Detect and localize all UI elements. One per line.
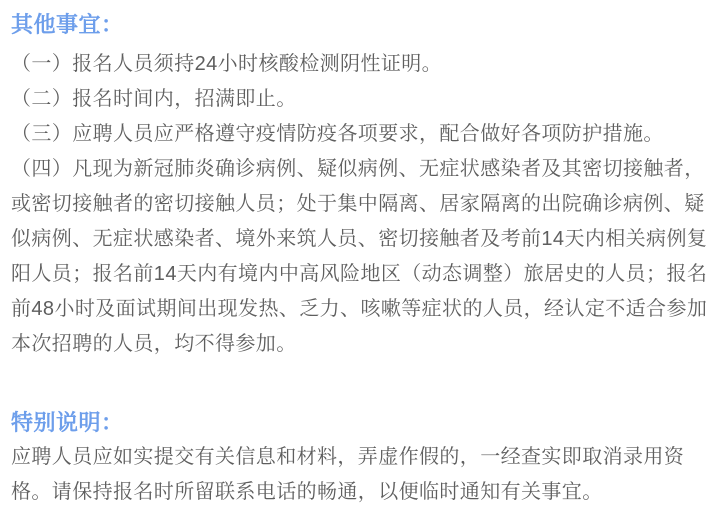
special-notes-paragraph [11,440,709,510]
item-4-line-5: 前48小时及面试期间出现发热、乏力、咳嗽等症状的人员，经认定不适合参加 [11,298,708,320]
item-1 [11,47,709,82]
section-special-notes [11,408,709,510]
section-other-matters [11,10,709,362]
item-4-line-4: 阳人员；报名前14天内有境内中高风险地区（动态调整）旅居史的人员；报名 [11,263,708,285]
other-matters-title: 其他事宜： [11,12,124,37]
special-notes-line-2: 格。请保持报名时所留联系电话的畅通，以便临时通知有关事宜。 [11,481,603,503]
item-2-line-1: （二）报名时间内，招满即止。 [11,88,297,110]
item-4-line-2: 或密切接触者的密切接触人员；处于集中隔离、居家隔离的出院确诊病例、疑 [11,193,705,215]
item-4-line-6: 本次招聘的人员，均不得参加。 [11,333,297,355]
item-3 [11,117,709,152]
item-4-line-3: 似病例、无症状感染者、境外来筑人员、密切接触者及考前14天内相关病例复 [11,228,708,250]
item-4-line-1: （四）凡现为新冠肺炎确诊病例、疑似病例、无症状感染者及其密切接触者， [11,158,705,180]
item-1-line-1: （一）报名人员须持24小时核酸检测阴性证明。 [11,53,443,75]
special-notes-title: 特别说明： [11,410,124,435]
item-4 [11,152,709,362]
item-2 [11,82,709,117]
item-3-line-1: （三）应聘人员应严格遵守疫情防疫各项要求，配合做好各项防护措施。 [11,123,664,145]
special-notes-line-1: 应聘人员应如实提交有关信息和材料，弄虚作假的，一经查实即取消录用资 [11,446,685,468]
